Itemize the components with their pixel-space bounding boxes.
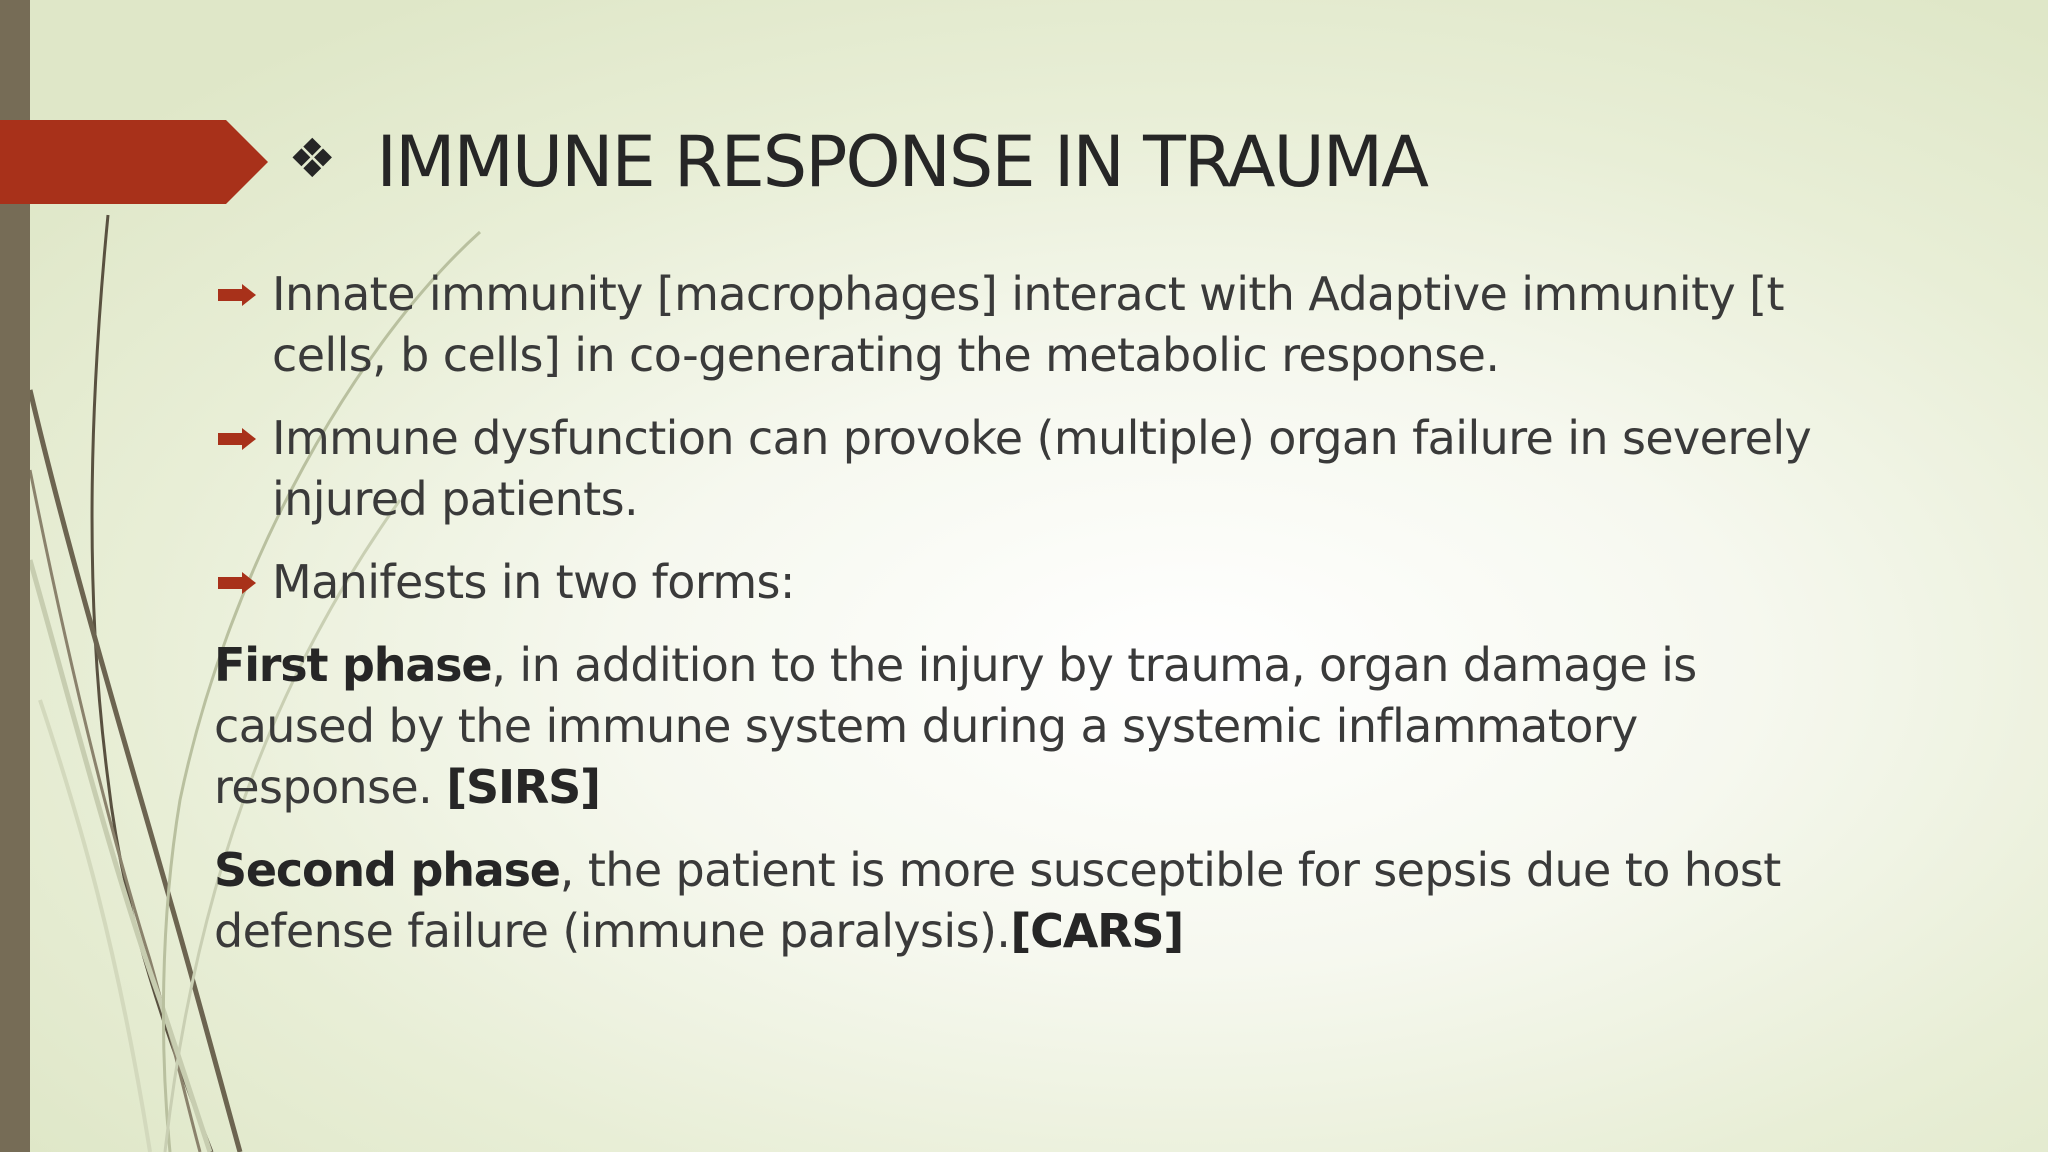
phase-text: , in addition to the injury by trauma, organ damage is caused by the immune system during a systemic inflammatory response. (214, 638, 1697, 814)
four-diamond-bullet-icon: ❖ (288, 126, 337, 190)
bullet-item (214, 264, 1854, 386)
slide-body (214, 264, 1854, 984)
bullet-item (214, 552, 1854, 613)
phase-label: First phase (214, 638, 492, 692)
phase-label: Second phase (214, 843, 560, 897)
slide-title (288, 112, 1427, 212)
slide-title-text: IMMUNE RESPONSE IN TRAUMA (376, 121, 1428, 203)
bullet-item (214, 408, 1854, 530)
arrow-bullet-icon (218, 572, 256, 594)
title-accent-tab (0, 120, 268, 204)
bullet-text: Innate immunity [macrophages] interact with Adaptive immunity [t cells, b cells] in co-generating the metabolic response. (272, 267, 1784, 382)
phase-tag: [CARS] (1010, 904, 1184, 958)
bullet-text: Immune dysfunction can provoke (multiple) organ failure in severely injured patients. (272, 411, 1812, 526)
phase-tag: [SIRS] (446, 760, 600, 814)
arrow-bullet-icon (218, 428, 256, 450)
phase-paragraph-first (214, 635, 1854, 818)
arrow-bullet-icon (218, 284, 256, 306)
bullet-text: Manifests in two forms: (272, 555, 795, 609)
phase-paragraph-second (214, 840, 1854, 962)
phase-text: , the patient is more susceptible for sepsis due to host defense failure (immune paralysis). (214, 843, 1781, 958)
